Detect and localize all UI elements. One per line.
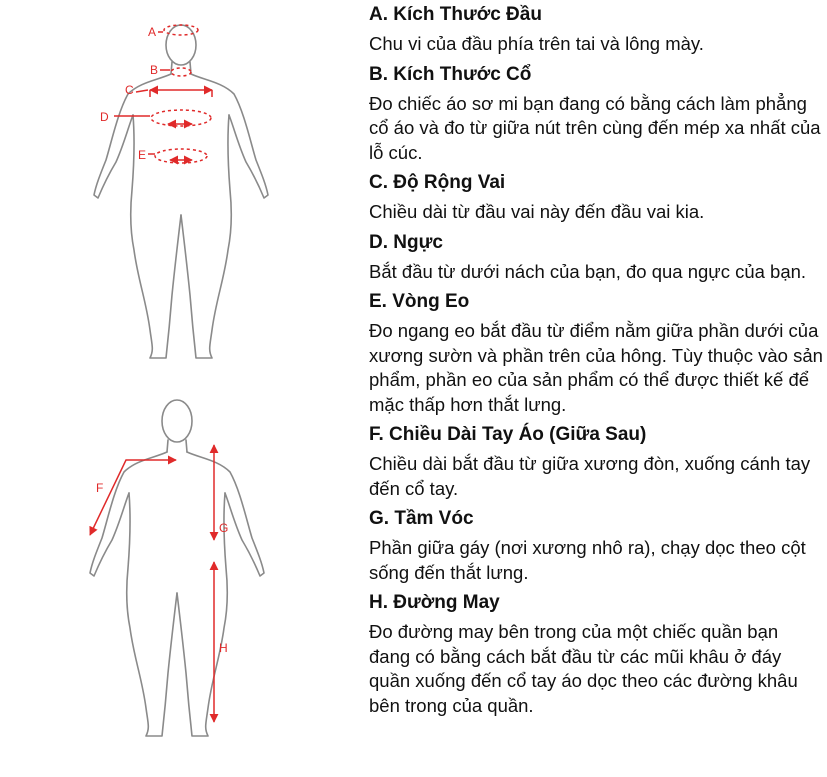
entry-sleeve-length: [369, 424, 824, 501]
entry-text: Bắt đầu từ dưới nách của bạn, đo qua ngực của bạn.: [369, 260, 807, 282]
entry-text: Đo chiếc áo sơ mi bạn đang có bằng cách làm phẳng cổ áo và đo từ giữa nút trên cùng đến mép xa nhất của lỗ cúc.: [369, 92, 821, 163]
neck-measure-ring: [171, 68, 191, 76]
entry-text: Chu vi của đầu phía trên tai và lông mày.: [369, 33, 704, 54]
entry-title: D. Ngực: [369, 231, 443, 253]
body-diagrams: [0, 0, 360, 777]
measurement-figures-svg: [0, 0, 360, 777]
label-c: C: [125, 83, 134, 97]
entry-shoulder-width: [369, 172, 824, 225]
entry-text: Chiều dài bắt đầu từ giữa xương đòn, xuống cánh tay đến cổ tay.: [369, 453, 811, 499]
label-b: B: [150, 63, 159, 77]
entry-text: Chiều dài từ đầu vai này đến đầu vai kia.: [369, 201, 705, 222]
entry-neck-size: [369, 64, 824, 166]
entry-inseam: [369, 592, 824, 718]
entry-waist: [369, 291, 824, 417]
entry-title: F. Chiều Dài Tay Áo (Giữa Sau): [369, 424, 647, 445]
entry-title: E. Vòng Eo: [369, 291, 470, 312]
label-e: E: [138, 148, 147, 162]
label-d: D: [100, 110, 109, 124]
entry-text: Đo đường may bên trong của một chiếc quần bạn đang có bằng cách bắt đầu từ các mũi khâu ở đáy quần xuống đến cổ tay áo dọc theo các đường khâu bên trong của quần.: [369, 621, 798, 716]
waist-measure-ring: [155, 149, 207, 163]
entry-text: Phần giữa gáy (nơi xương nhô ra), chạy dọc theo cột sống đến thắt lưng.: [369, 537, 806, 583]
entry-title: G. Tầm Vóc: [369, 508, 474, 529]
head-measure-ring: [164, 25, 198, 35]
entry-head-size: [369, 4, 824, 57]
entry-title: B. Kích Thước Cổ: [369, 63, 532, 85]
measurement-legend: [369, 4, 824, 725]
front-body-figure: [94, 25, 268, 358]
label-f: F: [96, 481, 104, 495]
back-body-figure: [90, 400, 264, 736]
back-measurement-marks: [90, 445, 214, 722]
entry-chest: [369, 232, 824, 285]
label-g: G: [219, 521, 229, 535]
entry-title: H. Đường May: [369, 592, 500, 613]
entry-stature: [369, 508, 824, 585]
entry-text: Đo ngang eo bắt đầu từ điểm nằm giữa phần dưới của xương sườn và phần trên của hông. Tùy thuộc vào sản phẩm, phần eo của sản phẩm có thể được thiết kế để mặc thấp hơn thắt lưng.: [369, 320, 823, 415]
entry-title: A. Kích Thước Đầu: [369, 4, 542, 25]
label-a: A: [148, 25, 157, 39]
leader-c: [136, 90, 148, 92]
label-h: H: [219, 641, 228, 655]
sleeve-arrow: [90, 460, 176, 535]
entry-title: C. Độ Rộng Vai: [369, 172, 506, 193]
